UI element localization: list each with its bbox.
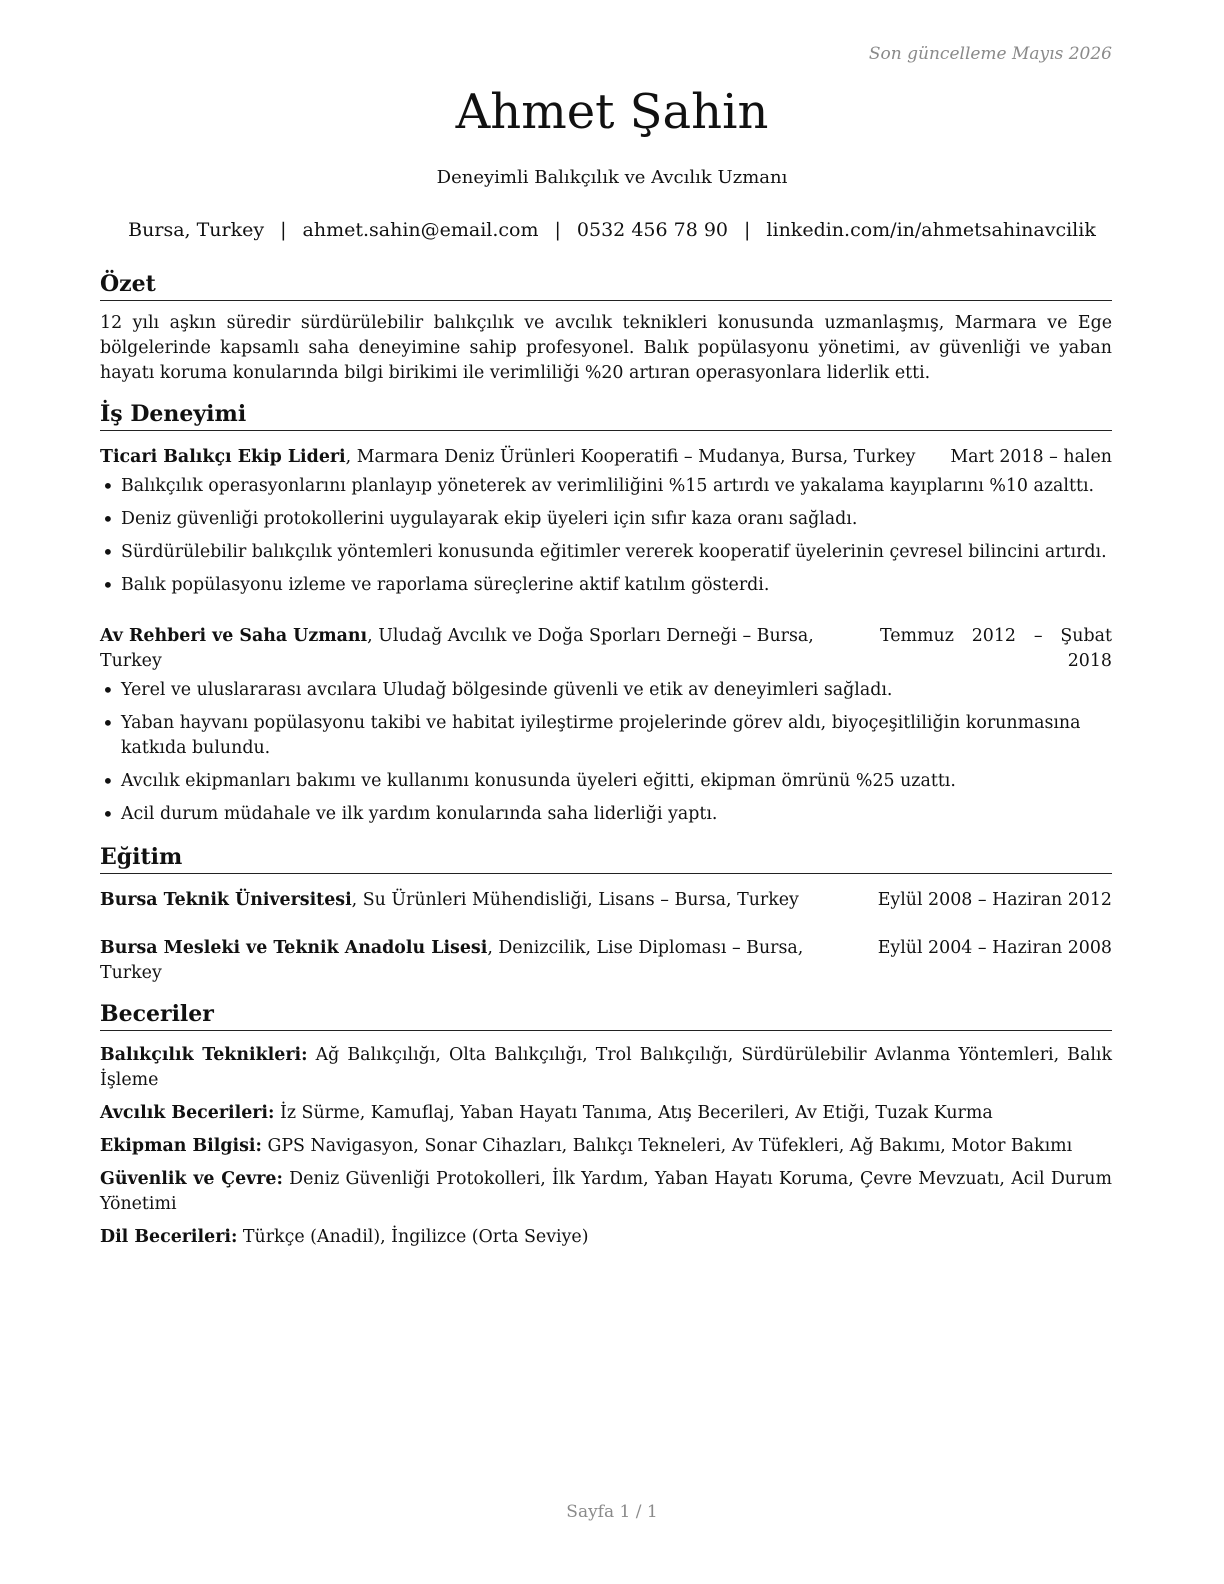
contact-location: Bursa, Turkey	[128, 219, 265, 241]
job-role: Ticari Balıkçı Ekip Lideri	[100, 447, 346, 467]
section-title-experience: İş Deneyimi	[100, 400, 1112, 431]
section-title-education: Eğitim	[100, 843, 1112, 874]
contact-email[interactable]: ahmet.sahin@email.com	[302, 219, 539, 241]
candidate-title: Deneyimli Balıkçılık ve Avcılık Uzmanı	[436, 167, 788, 188]
skill-value: Ağ Balıkçılığı, Olta Balıkçılığı, Trol Balıkçılığı, Sürdürülebilir Avlanma Yöntemleri, Balık İşleme	[100, 1045, 1112, 1090]
education-school: Bursa Teknik Üniversitesi	[100, 890, 352, 910]
education-dates: Eylül 2008 – Haziran 2012	[877, 890, 1112, 910]
section-title-skills: Beceriler	[100, 1000, 1112, 1031]
skill-label: Balıkçılık Teknikleri:	[100, 1045, 308, 1065]
job-dates: Temmuz 2012 – Şubat 2018	[880, 626, 1112, 671]
contact-separator: |	[554, 219, 561, 241]
job-entry	[100, 624, 1112, 827]
skill-value: GPS Navigasyon, Sonar Cihazları, Balıkçı Tekneleri, Av Tüfekleri, Ağ Bakımı, Motor Bakımı	[261, 1136, 1073, 1156]
education-dates: Eylül 2004 – Haziran 2008	[877, 938, 1112, 958]
job-role: Av Rehberi ve Saha Uzmanı	[100, 626, 368, 646]
list-item: • Acil durum müdahale ve ilk yardım konularında saha liderliği yaptı.	[100, 802, 1112, 827]
contact-line	[0, 219, 1224, 241]
skill-line	[100, 1101, 1112, 1126]
skill-value: İz Sürme, Kamuflaj, Yaban Hayatı Tanıma, Atış Becerileri, Av Etiği, Tuzak Kurma	[274, 1103, 993, 1123]
list-item: • Deniz güvenliği protokollerini uygulayarak ekip üyeleri için sıfır kaza oranı sağladı.	[100, 507, 1112, 532]
section-title-summary: Özet	[100, 270, 1112, 301]
resume-content	[100, 270, 1112, 1250]
skill-value: Türkçe (Anadil), İngilizce (Orta Seviye)	[237, 1227, 589, 1247]
education-entry	[100, 936, 1112, 986]
contact-phone: 0532 456 78 90	[576, 219, 729, 241]
skill-label: Dil Becerileri:	[100, 1227, 238, 1247]
job-entry	[100, 445, 1112, 598]
list-item: • Yaban hayvanı popülasyonu takibi ve habitat iyileştirme projelerinde görev aldı, biyoçeşitliliğin korunmasına katkıda bulundu.	[100, 711, 1112, 761]
job-header	[100, 624, 1112, 674]
list-item: • Yerel ve uluslararası avcılara Uludağ bölgesinde güvenli ve etik av deneyimleri sağladı.	[100, 678, 1112, 703]
last-updated: Son güncelleme Mayıs 2026	[868, 44, 1112, 64]
contact-linkedin[interactable]: linkedin.com/in/ahmetsahinavcilik	[766, 219, 1096, 241]
job-bullets	[100, 678, 1112, 827]
education-school: Bursa Mesleki ve Teknik Anadolu Lisesi	[100, 938, 488, 958]
list-item: • Balıkçılık operasyonlarını planlayıp yöneterek av verimliliğini %15 artırdı ve yakalama kayıplarını %10 azalttı.	[100, 474, 1112, 499]
job-org: , Uludağ Avcılık ve Doğa Sporları Derneği – Bursa, Turkey	[100, 626, 814, 671]
page-number: Sayfa 1 / 1	[566, 1502, 658, 1522]
skill-label: Ekipman Bilgisi:	[100, 1136, 262, 1156]
skill-line	[100, 1167, 1112, 1217]
skill-line	[100, 1043, 1112, 1093]
contact-separator: |	[280, 219, 287, 241]
summary-text: 12 yılı aşkın süredir sürdürülebilir balıkçılık ve avcılık teknikleri konusunda uzmanlaşmış, Marmara ve Ege bölgelerinde kapsamlı saha deneyimine sahip profesyonel. Balık popülasyonu yönetimi, av güvenliği ve yaban hayatı koruma konularında bilgi birikimi ile verimliliği %20 artıran operasyonlara liderlik etti.	[100, 313, 1112, 383]
candidate-name: Ahmet Şahin	[455, 84, 769, 140]
job-dates: Mart 2018 – halen	[950, 447, 1112, 467]
skill-label: Güvenlik ve Çevre:	[100, 1169, 283, 1189]
education-detail: , Su Ürünleri Mühendisliği, Lisans – Bursa, Turkey	[351, 890, 799, 910]
skill-line	[100, 1134, 1112, 1159]
job-bullets	[100, 474, 1112, 598]
list-item: • Avcılık ekipmanları bakımı ve kullanımı konusunda üyeleri eğitti, ekipman ömrünü %25 uzattı.	[100, 769, 1112, 794]
education-entry	[100, 888, 1112, 913]
skill-label: Avcılık Becerileri:	[100, 1103, 275, 1123]
skill-value: Deniz Güvenliği Protokolleri, İlk Yardım, Yaban Hayatı Koruma, Çevre Mevzuatı, Acil Durum Yönetimi	[100, 1169, 1112, 1214]
contact-separator: |	[744, 219, 751, 241]
skill-line	[100, 1225, 1112, 1250]
job-header	[100, 445, 1112, 470]
education-detail: , Denizcilik, Lise Diploması – Bursa, Turkey	[100, 938, 804, 983]
list-item: • Sürdürülebilir balıkçılık yöntemleri konusunda eğitimler vererek kooperatif üyelerinin çevresel bilincini artırdı.	[100, 540, 1112, 565]
job-org: , Marmara Deniz Ürünleri Kooperatifi – Mudanya, Bursa, Turkey	[345, 447, 916, 467]
list-item: • Balık popülasyonu izleme ve raporlama süreçlerine aktif katılım gösterdi.	[100, 573, 1112, 598]
